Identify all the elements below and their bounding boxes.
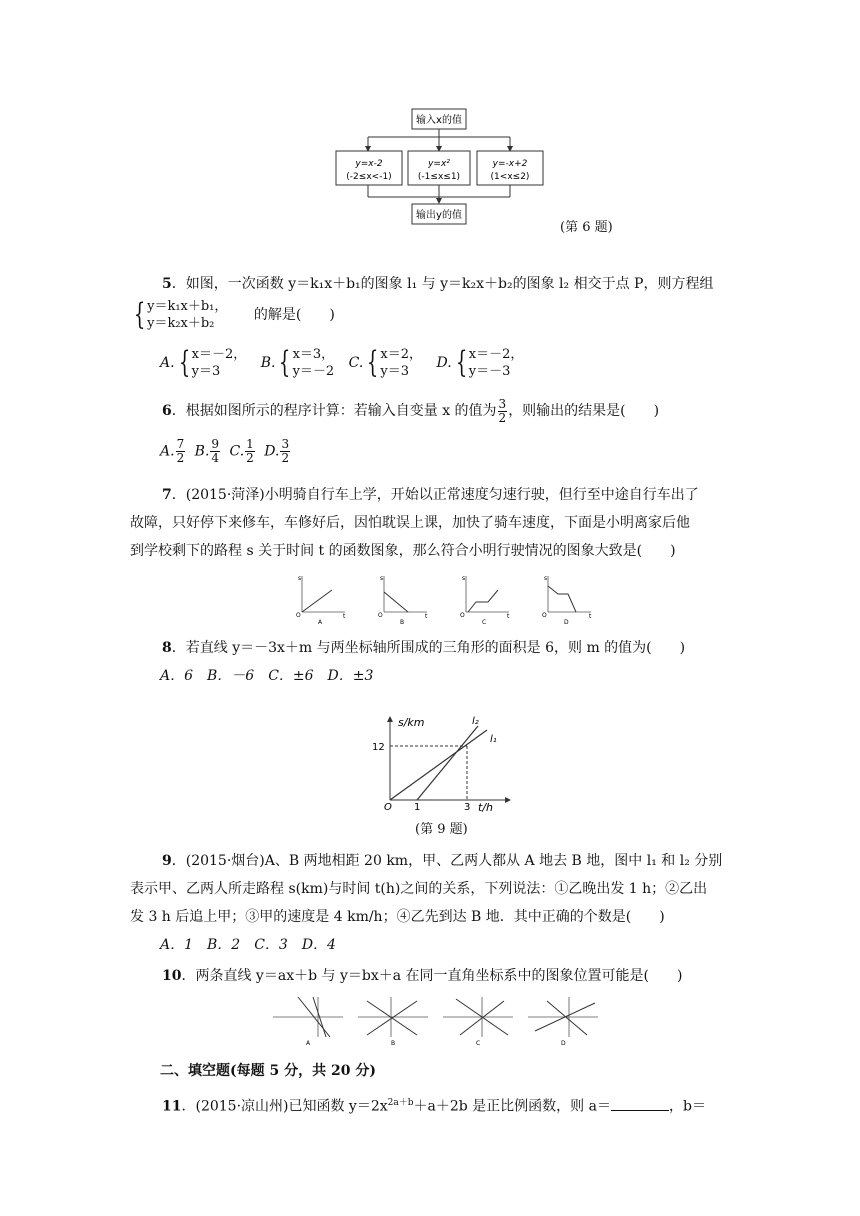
graph-c — [460, 575, 510, 626]
option-d-line2: y＝－3 — [468, 364, 511, 379]
svg-text:O: O — [378, 612, 383, 619]
graph-a — [296, 575, 346, 626]
system-eq-1: y＝k₁x＋b₁， — [147, 299, 228, 314]
question-11 — [162, 1089, 742, 1121]
q10-graph-a — [273, 997, 343, 1047]
question-5-text: ．如图，一次函数 y＝k₁x＋b₁的图象 l₁ 与 y＝k₂x＋b₂的图象 l₂ 相交于点 P，则方程组 — [171, 276, 714, 292]
fig9-y12: 12 — [372, 742, 385, 753]
question-5-number: 5 — [162, 276, 172, 292]
question-6 — [162, 397, 742, 425]
question-11-number: 11 — [162, 1098, 182, 1115]
question-9-line1: ．(2015·烟台)A、B 两地相距 20 km，甲、乙两人都从 A 地去 B 地，图中 l₁ 和 l₂ 分别 — [171, 853, 723, 869]
svg-text:A: A — [318, 619, 323, 626]
svg-text:A: A — [306, 1040, 311, 1047]
option-a-label: A. — [160, 443, 175, 460]
option-c-line2: y＝3 — [380, 364, 410, 379]
fig9-origin: O — [384, 802, 392, 812]
question-7-line1: ．(2015·菏泽)小明骑自行车上学，开始以正常速度匀速行驶，但行至中途自行车出了 — [171, 487, 699, 503]
question-7-body — [130, 509, 730, 565]
figure-9-graph — [360, 712, 520, 812]
figure-6-caption: (第 6 题) — [560, 220, 613, 235]
line-l2 — [417, 726, 478, 800]
flow-branch-1-formula: y=x-2 — [355, 159, 383, 169]
question-8 — [162, 634, 742, 662]
option-b-line1: x＝3， — [292, 347, 335, 362]
brace: { — [133, 297, 146, 332]
question-9-number: 9 — [162, 853, 172, 869]
question-7-line2: 故障，只好停下来修车，车修好后，因怕耽误上课，加快了骑车速度，下面是小明离家后他 — [130, 515, 690, 531]
question-9-line3: 发 3 h 后追上甲；③甲的速度是 4 km/h；④乙先到达 B 地．其中正确的个数是( ) — [130, 909, 665, 925]
q10-graph-d — [528, 997, 598, 1047]
question-9-options: A．1 B．2 C．3 D．4 — [160, 937, 336, 953]
option-d-label: D. — [264, 443, 280, 460]
q10-graph-c — [443, 997, 513, 1047]
svg-text:O: O — [296, 612, 301, 619]
flow-branch-3-cond: (1<x≤2) — [490, 172, 530, 182]
question-9 — [162, 847, 742, 875]
question-11-text3: ，b＝ — [668, 1098, 706, 1115]
svg-text:t: t — [343, 613, 346, 620]
question-10-text: ．两条直线 y＝ax＋b 与 y＝bx＋a 在同一直角坐标系中的图象位置可能是( ) — [181, 968, 683, 984]
fraction: $\frac{3}{2}$ — [498, 396, 507, 425]
question-10-number: 10 — [162, 968, 182, 984]
svg-text:B: B — [400, 619, 405, 626]
question-7-graphs — [290, 572, 600, 628]
flow-branch-3-formula: y=-x+2 — [492, 159, 528, 169]
svg-text:s: s — [380, 575, 384, 582]
question-11-text2: ＋a＋2b 是正比例函数，则 a＝ — [413, 1098, 611, 1115]
line-l1 — [390, 730, 487, 800]
option-c-label: C. — [229, 443, 245, 460]
svg-text:C: C — [482, 619, 487, 626]
question-11-text: ．(2015·凉山州)已知函数 y＝2x — [181, 1098, 388, 1115]
flow-input: 输入x的值 — [416, 115, 462, 126]
question-6-text: ．根据如图所示的程序计算：若输入自变量 x 的值为 — [171, 403, 497, 419]
svg-text:O: O — [460, 612, 465, 619]
fig9-x1: 1 — [414, 802, 421, 812]
option-a-line2: y＝3 — [191, 364, 221, 379]
option-a-label: A. — [160, 355, 175, 371]
flow-output: 输出y的值 — [416, 210, 462, 221]
question-8-number: 8 — [162, 640, 172, 656]
option-a-line1: x＝－2， — [191, 347, 247, 362]
figure-9-caption: (第 9 题) — [415, 822, 468, 837]
svg-text:B: B — [391, 1040, 396, 1047]
question-7-line3: 到学校剩下的路程 s 关于时间 t 的函数图象，那么符合小明行驶情况的图象大致是( ) — [130, 543, 676, 559]
option-c-label: C. — [348, 355, 364, 371]
svg-text:t: t — [589, 613, 592, 620]
svg-text:s: s — [462, 575, 466, 582]
fig9-l2-label: l₂ — [472, 716, 479, 727]
fig9-xlabel: t/h — [478, 801, 493, 812]
question-7 — [162, 481, 742, 509]
question-5-system — [130, 298, 335, 332]
svg-text:t: t — [507, 613, 510, 620]
svg-text:s: s — [544, 575, 548, 582]
option-d-label: D. — [436, 355, 452, 371]
question-8-options: A．6 B．－6 C．±6 D．±3 — [160, 668, 374, 684]
question-10-graphs — [268, 995, 608, 1047]
graph-b — [378, 575, 428, 626]
system-eq-2: y＝k₂x＋b₂ — [147, 316, 215, 331]
question-10 — [162, 962, 742, 990]
question-8-text: ．若直线 y＝－3x＋m 与两坐标轴所围成的三角形的面积是 6，则 m 的值为( ) — [171, 640, 686, 656]
fig9-x3: 3 — [464, 802, 471, 812]
exponent: 2a＋b — [387, 1098, 414, 1108]
question-7-number: 7 — [162, 487, 172, 503]
svg-text:D: D — [564, 619, 569, 626]
svg-text:s: s — [298, 575, 302, 582]
question-6-tail: ，则输出的结果是( ) — [508, 403, 660, 419]
svg-text:D: D — [561, 1040, 566, 1047]
fig9-l1-label: l₁ — [490, 734, 497, 745]
section-2-title: 二、填空题(每题 5 分，共 20 分) — [160, 1063, 376, 1079]
svg-text:t: t — [425, 613, 428, 620]
option-b-label: B. — [194, 443, 210, 460]
question-5 — [162, 270, 742, 298]
q10-graph-b — [358, 997, 428, 1047]
question-9-line2: 表示甲、乙两人所走路程 s(km)与时间 t(h)之间的关系，下列说法：①乙晚出发 1 h；②乙出 — [130, 881, 708, 897]
question-6-options: A. $\frac{7}{2}$ B. $\frac{9}{4}$ C. $\frac{1}{2}$ D. $\frac{3}{2}$ — [160, 437, 290, 465]
option-d-line1: x＝－2， — [468, 347, 524, 362]
flow-branch-2-cond: (-1≤x≤1) — [417, 172, 461, 182]
flow-branch-1-cond: (-2≤x<-1) — [346, 172, 392, 182]
svg-text:O: O — [542, 612, 547, 619]
option-c-line1: x＝2， — [380, 347, 423, 362]
question-6-number: 6 — [162, 403, 172, 419]
answer-blank-a[interactable] — [611, 1096, 669, 1111]
question-5-options: A. { x＝－2， y＝3 B. { x＝3， y＝－2 C. { x＝2， y＝3 D. { x＝－2， y＝－3 — [160, 345, 524, 380]
graph-d — [542, 575, 592, 626]
question-9-body — [130, 875, 730, 931]
question-5-tail: 的解是( ) — [253, 307, 335, 323]
flow-branch-2-formula: y=x² — [428, 159, 450, 169]
svg-text:C: C — [476, 1040, 481, 1047]
option-b-label: B. — [260, 355, 276, 371]
fig9-ylabel: s/km — [398, 716, 425, 729]
option-b-line2: y＝－2 — [292, 364, 335, 379]
flowchart-q6 — [330, 105, 560, 230]
